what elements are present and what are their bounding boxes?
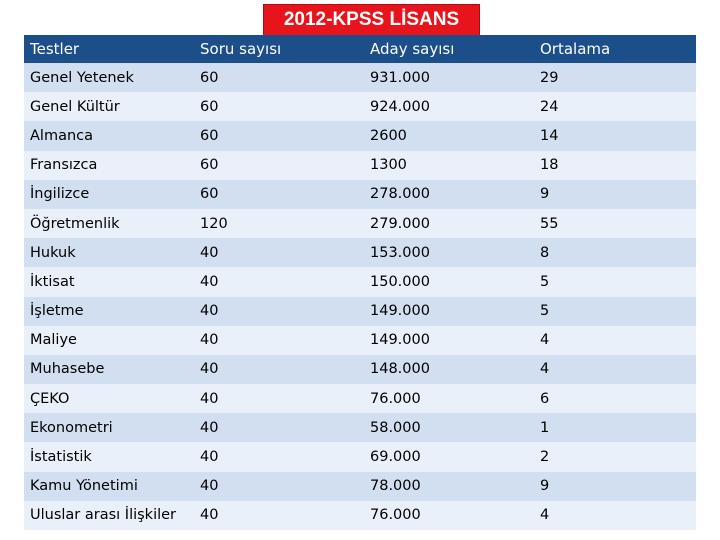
cell-ortalama: 1 <box>534 413 696 442</box>
cell-ortalama: 55 <box>534 209 696 238</box>
cell-test-name: Genel Yetenek <box>24 63 194 92</box>
table-row <box>24 501 696 530</box>
cell-aday-sayisi: 148.000 <box>364 355 534 384</box>
cell-aday-sayisi: 924.000 <box>364 92 534 121</box>
cell-ortalama: 2 <box>534 442 696 471</box>
table-row <box>24 238 696 267</box>
table-row <box>24 92 696 121</box>
table-row <box>24 121 696 150</box>
table-row <box>24 267 696 296</box>
table-row <box>24 326 696 355</box>
header-testler: Testler <box>24 35 194 63</box>
cell-soru-sayisi: 40 <box>194 297 364 326</box>
cell-soru-sayisi: 60 <box>194 63 364 92</box>
cell-test-name: Fransızca <box>24 151 194 180</box>
cell-aday-sayisi: 1300 <box>364 151 534 180</box>
cell-test-name: İstatistik <box>24 442 194 471</box>
cell-ortalama: 14 <box>534 121 696 150</box>
cell-soru-sayisi: 40 <box>194 501 364 530</box>
cell-ortalama: 9 <box>534 472 696 501</box>
cell-aday-sayisi: 931.000 <box>364 63 534 92</box>
cell-soru-sayisi: 60 <box>194 180 364 209</box>
cell-aday-sayisi: 279.000 <box>364 209 534 238</box>
cell-soru-sayisi: 60 <box>194 92 364 121</box>
cell-soru-sayisi: 120 <box>194 209 364 238</box>
cell-test-name: Maliye <box>24 326 194 355</box>
cell-aday-sayisi: 149.000 <box>364 297 534 326</box>
cell-soru-sayisi: 40 <box>194 413 364 442</box>
table-row <box>24 209 696 238</box>
table-row <box>24 297 696 326</box>
kpss-results-table <box>24 35 696 530</box>
cell-test-name: Öğretmenlik <box>24 209 194 238</box>
cell-test-name: Uluslar arası İlişkiler <box>24 501 194 530</box>
table-row <box>24 472 696 501</box>
cell-aday-sayisi: 76.000 <box>364 384 534 413</box>
table-row <box>24 355 696 384</box>
table-row <box>24 384 696 413</box>
cell-aday-sayisi: 76.000 <box>364 501 534 530</box>
table-row <box>24 442 696 471</box>
header-soru-sayisi: Soru sayısı <box>194 35 364 63</box>
cell-test-name: İktisat <box>24 267 194 296</box>
cell-aday-sayisi: 2600 <box>364 121 534 150</box>
cell-soru-sayisi: 40 <box>194 267 364 296</box>
cell-aday-sayisi: 69.000 <box>364 442 534 471</box>
cell-ortalama: 9 <box>534 180 696 209</box>
cell-ortalama: 4 <box>534 326 696 355</box>
cell-test-name: Kamu Yönetimi <box>24 472 194 501</box>
cell-test-name: Ekonometri <box>24 413 194 442</box>
cell-ortalama: 24 <box>534 92 696 121</box>
cell-aday-sayisi: 78.000 <box>364 472 534 501</box>
cell-soru-sayisi: 40 <box>194 326 364 355</box>
table-row <box>24 151 696 180</box>
cell-test-name: Almanca <box>24 121 194 150</box>
cell-ortalama: 6 <box>534 384 696 413</box>
cell-ortalama: 4 <box>534 355 696 384</box>
cell-ortalama: 18 <box>534 151 696 180</box>
cell-ortalama: 8 <box>534 238 696 267</box>
cell-soru-sayisi: 40 <box>194 442 364 471</box>
cell-aday-sayisi: 278.000 <box>364 180 534 209</box>
cell-test-name: Genel Kültür <box>24 92 194 121</box>
header-aday-sayisi: Aday sayısı <box>364 35 534 63</box>
cell-soru-sayisi: 60 <box>194 121 364 150</box>
cell-aday-sayisi: 153.000 <box>364 238 534 267</box>
cell-ortalama: 29 <box>534 63 696 92</box>
table-header-row <box>24 35 696 63</box>
cell-soru-sayisi: 40 <box>194 472 364 501</box>
table-row <box>24 180 696 209</box>
cell-ortalama: 4 <box>534 501 696 530</box>
cell-ortalama: 5 <box>534 267 696 296</box>
cell-test-name: İngilizce <box>24 180 194 209</box>
header-ortalama: Ortalama <box>534 35 696 63</box>
cell-soru-sayisi: 40 <box>194 355 364 384</box>
cell-soru-sayisi: 40 <box>194 238 364 267</box>
cell-test-name: Muhasebe <box>24 355 194 384</box>
cell-soru-sayisi: 40 <box>194 384 364 413</box>
cell-aday-sayisi: 149.000 <box>364 326 534 355</box>
cell-aday-sayisi: 58.000 <box>364 413 534 442</box>
cell-test-name: İşletme <box>24 297 194 326</box>
cell-test-name: ÇEKO <box>24 384 194 413</box>
table-row <box>24 413 696 442</box>
table-row <box>24 63 696 92</box>
cell-ortalama: 5 <box>534 297 696 326</box>
cell-aday-sayisi: 150.000 <box>364 267 534 296</box>
slide-title: 2012-KPSS LİSANS <box>263 4 480 36</box>
cell-soru-sayisi: 60 <box>194 151 364 180</box>
cell-test-name: Hukuk <box>24 238 194 267</box>
